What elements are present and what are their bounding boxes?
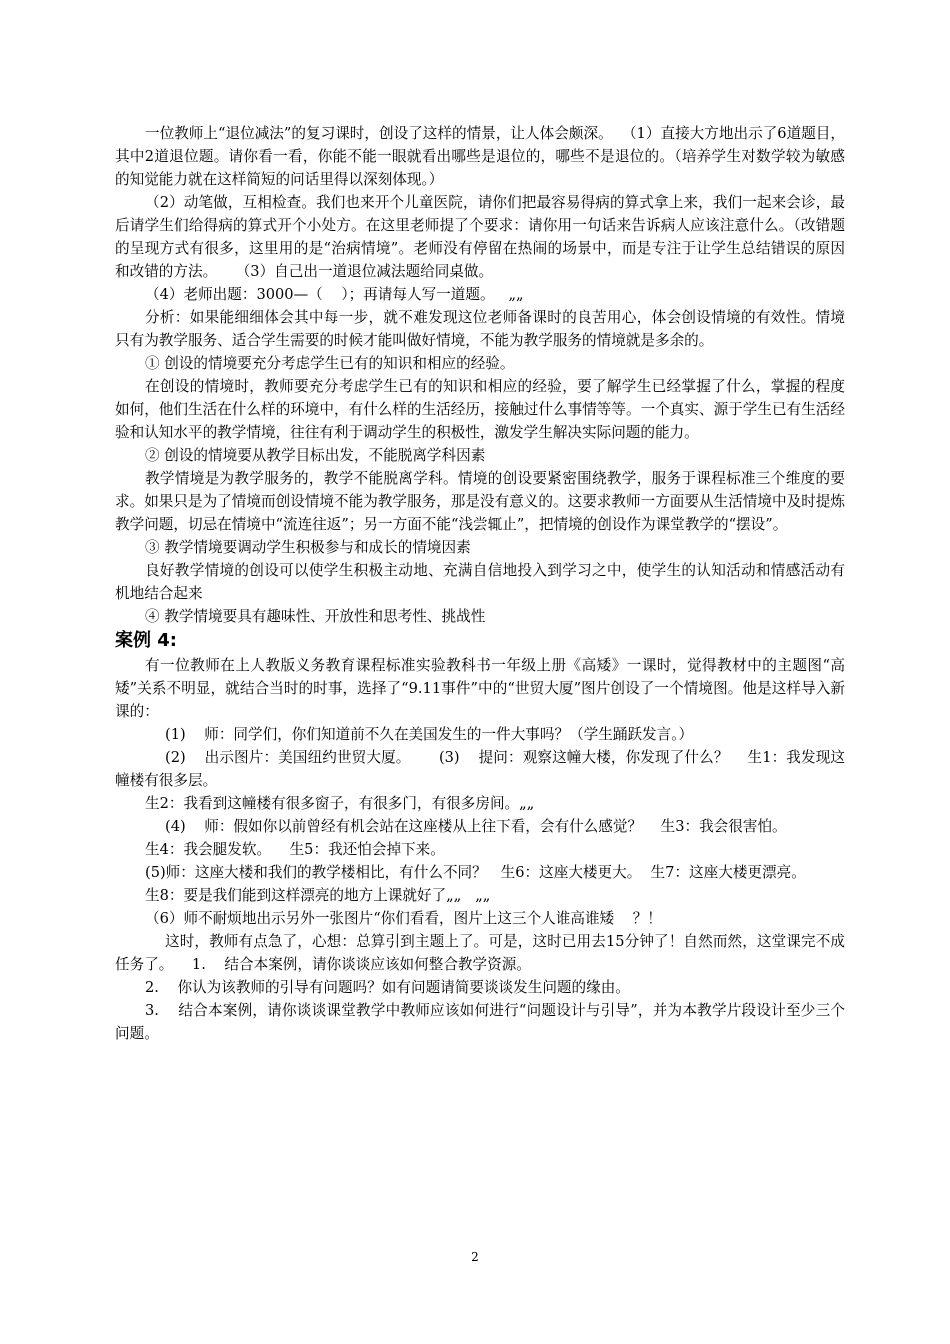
paragraph: 2. 你认为该教师的引导有问题吗？如有问题请简要谈谈发生问题的缘由。 [145, 979, 630, 996]
paragraph: 生2：我看到这幢楼有很多窗子，有很多门，有很多房间。„„ [145, 795, 535, 812]
document-body [115, 122, 845, 1045]
paragraph: (4) 师：假如你以前曾经有机会站在这座楼从上往下看，会有什么感觉？ 生3：我会很害怕。 [165, 818, 787, 835]
paragraph: (2) 出示图片：美国纽约世贸大厦。 (3) 提问：观察这幢大楼，你发现了什么？ 生1：我发现这幢楼有很多层。 [115, 749, 845, 789]
paragraph: 3. 结合本案例，请你谈谈课堂教学中教师应该如何进行“问题设计与引导”，并为本教学片段设计至少三个问题。 [115, 1002, 845, 1042]
paragraph: 这时，教师有点急了，心想：总算引到主题上了。可是，这时已用去15分钟了！自然而然，这堂课完不成任务了。 1. 结合本案例，请你谈谈应该如何整合教学资源。 [115, 933, 845, 973]
paragraph: ① 创设的情境要充分考虑学生已有的知识和相应的经验。 [145, 355, 515, 372]
paragraph: ② 创设的情境要从教学目标出发，不能脱离学科因素 [145, 447, 486, 464]
section-analysis [115, 122, 845, 628]
paragraph: 良好教学情境的创设可以使学生积极主动地、充满自信地投入到学习之中，使学生的认知活动和情感活动有机地结合起来 [115, 562, 845, 602]
paragraph: 在创设的情境时，教师要充分考虑学生已有的知识和相应的经验，要了解学生已经掌握了什么，掌握的程度如何，他们生活在什么样的环境中，有什么样的生活经历，接触过什么事情等等。一个真实、源于学生已有生活经验和认知水平的教学情境，往往有利于调动学生的积极性，激发学生解决实际问题的能力。 [115, 378, 845, 441]
paragraph: 教学情境是为教学服务的，教学不能脱离学科。情境的创设要紧密围绕教学，服务于课程标准三个维度的要求。如果只是为了情境而创设情境不能为教学服务，那是没有意义的。这要求教师一方面要从生活情境中及时提炼教学问题，切忌在情境中“流连往返”；另一方面不能“浅尝辄止”，把情境的创设作为课堂教学的“摆设”。 [115, 470, 845, 533]
paragraph: 分析：如果能细细体会其中每一步，就不难发现这位老师备课时的良苦用心，体会创设情境的有效性。情境只有为教学服务、适合学生需要的时候才能叫做好情境，不能为教学服务的情境就是多余的。 [115, 309, 845, 349]
section-case-4 [115, 654, 845, 1045]
paragraph: 生4：我会腿发软。 生5：我还怕会掉下来。 [145, 841, 445, 858]
case-heading: 案例 4: [115, 630, 177, 651]
paragraph: (1) 师：同学们，你们知道前不久在美国发生的一件大事吗？（学生踊跃发言。） [165, 726, 694, 743]
paragraph: （4）老师出题：3000—（ ）；再请每人写一道题。 „„ [145, 286, 524, 303]
paragraph: 一位教师上“退位减法”的复习课时，创设了这样的情景，让人体会颇深。 （1）直接大方地出示了6道题目，其中2道退位题。请你看一看，你能不能一眼就看出哪些是退位的，哪些不是退位的。（培养学生对数学较为敏感的知觉能力就在这样简短的问话里得以深刻体现。） [115, 125, 845, 188]
paragraph: ③ 教学情境要调动学生积极参与和成长的情境因素 [145, 539, 471, 556]
paragraph: 有一位教师在上人教版义务教育课程标准实验教科书一年级上册《高矮》一课时，觉得教材中的主题图“高矮”关系不明显，就结合当时的时事，选择了“9.11事件”中的“世贸大厦”图片创设了一个情境图。他是这样导入新课的： [115, 657, 845, 720]
paragraph: （6）师不耐烦地出示另外一张图片“你们看看，图片上这三个人谁高谁矮 ？！ [145, 910, 662, 927]
paragraph: 生8：要是我们能到这样漂亮的地方上课就好了„„ „„ [145, 887, 491, 904]
paragraph: （2）动笔做，互相检查。我们也来开个儿童医院，请你们把最容易得病的算式拿上来，我们一起来会诊，最后请学生们给得病的算式开个小处方。在这里老师提了个要求：请你用一句话来告诉病人应该注意什么。（改错题的呈现方式有很多，这里用的是“治病情境”。老师没有停留在热闹的场景中，而是专注于让学生总结错误的原因和改错的方法。 （3）自己出一道退位减法题给同桌做。 [115, 194, 845, 280]
paragraph: (5)师：这座大楼和我们的教学楼相比，有什么不同？ 生6：这座大楼更大。 生7：这座大楼更漂亮。 [145, 864, 806, 881]
paragraph: ④ 教学情境要具有趣味性、开放性和思考性、挑战性 [145, 608, 486, 625]
page-number: 2 [471, 1250, 479, 1264]
